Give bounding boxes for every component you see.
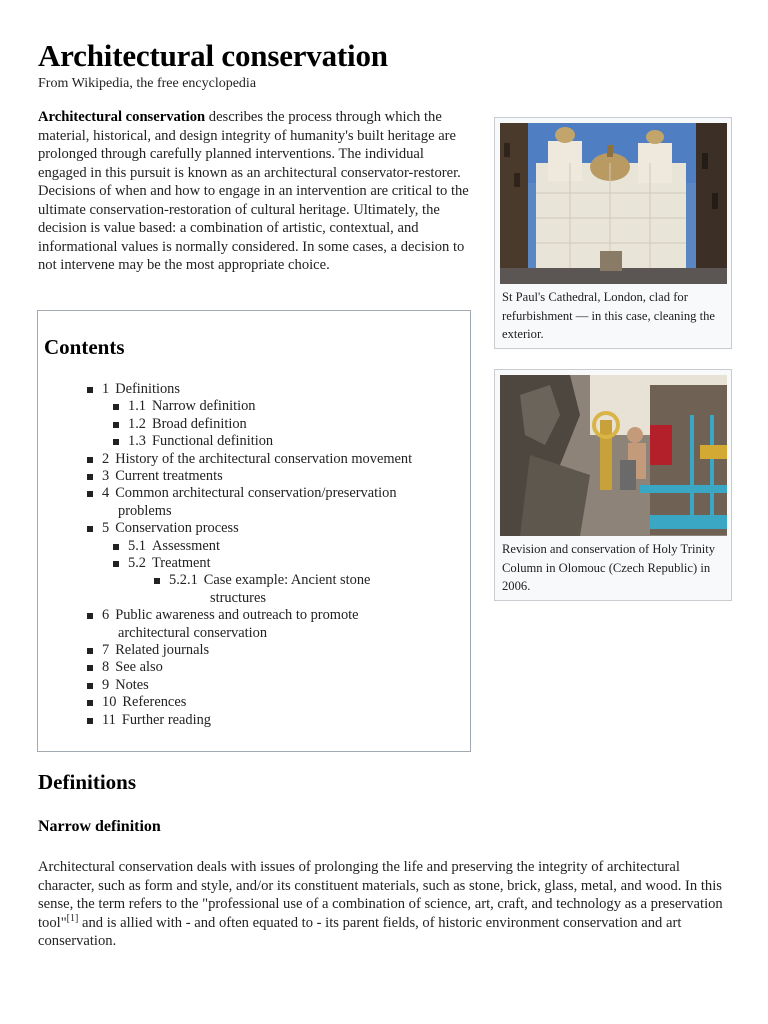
toc-item-label: Case example: Ancient stone: [203, 572, 371, 589]
toc-item-number: 10: [102, 694, 117, 711]
toc-item[interactable]: [128, 416, 247, 433]
toc-item-label: Broad definition: [152, 415, 247, 432]
toc-item-number: 5.2: [128, 555, 146, 571]
toc-item[interactable]: [102, 642, 209, 659]
toc-item-label-continued: problems: [118, 502, 172, 519]
toc-item-label: See also: [115, 659, 163, 676]
bullet-icon: [113, 422, 119, 428]
toc-item[interactable]: [169, 572, 370, 607]
toc-item-label-continued: structures: [210, 589, 266, 606]
bullet-icon: [87, 665, 93, 671]
toc-item[interactable]: [102, 485, 397, 520]
toc-item-number: 1: [102, 381, 110, 397]
bullet-icon: [154, 578, 160, 584]
toc-item-number: 7: [102, 642, 110, 658]
figure-caption: St Paul's Cathedral, London, clad for refurbishment — in this case, cleaning the exterior.: [502, 290, 715, 341]
toc-item-label: Public awareness and outreach to promote: [115, 607, 359, 624]
toc-item[interactable]: [128, 433, 273, 450]
bullet-icon: [113, 561, 119, 567]
toc-item[interactable]: [102, 520, 239, 537]
toc-item-number: 3: [102, 468, 110, 484]
page-title: Architectural conservation: [38, 38, 388, 73]
toc-item-number: 9: [102, 676, 110, 693]
toc-item[interactable]: [128, 538, 220, 555]
toc-item[interactable]: [102, 451, 412, 468]
toc-item-label: Further reading: [121, 711, 211, 728]
toc-item[interactable]: [102, 607, 359, 642]
bullet-icon: [87, 491, 93, 497]
toc-item-number: 5: [102, 520, 110, 537]
cathedral-photo-icon[interactable]: [500, 123, 727, 284]
section-heading-narrow-definition: Narrow definition: [38, 818, 161, 835]
toc-item[interactable]: [128, 398, 256, 415]
page-subtitle: From Wikipedia, the free encyclopedia: [38, 76, 257, 91]
intro-paragraph: [38, 108, 474, 275]
toc-item-label: Definitions: [115, 381, 180, 397]
narrow-definition-paragraph: [38, 858, 728, 951]
bullet-icon: [87, 457, 93, 463]
toc-item-label: History of the architectural conservation movement: [115, 450, 413, 467]
toc-item-number: 2: [102, 450, 110, 467]
bullet-icon: [87, 648, 93, 654]
bullet-icon: [113, 404, 119, 410]
figure-st-pauls: [494, 117, 732, 349]
toc-item-label: Current treatments: [115, 468, 223, 484]
toc-item-label: Assessment: [152, 537, 220, 554]
toc-item-number: 1.1: [128, 398, 146, 415]
figure-caption: Revision and conservation of Holy Trinity Column in Olomouc (Czech Republic) in 2006.: [502, 542, 716, 593]
toc-item-number: 1.2: [128, 415, 146, 432]
bullet-icon: [113, 544, 119, 550]
reference-link-1[interactable]: [1]: [66, 912, 79, 924]
intro-bold-term: Architectural conservation: [38, 109, 206, 125]
toc-item-number: 5.1: [128, 537, 146, 554]
bullet-icon: [87, 387, 93, 393]
toc-item-label: Narrow definition: [152, 398, 256, 415]
narrow-text-after: and is allied with - and often equated to - its parent fields, of historic environment conservation and art conservation.: [38, 914, 682, 949]
toc-item-label: Related journals: [115, 642, 210, 658]
toc-title: Contents: [44, 335, 125, 359]
toc-item-label: Treatment: [152, 555, 211, 571]
toc-item-number: 6: [102, 607, 110, 624]
toc-item-number: 4: [102, 485, 110, 502]
figure-holy-trinity: [494, 369, 732, 601]
toc-item-label: Notes: [115, 676, 149, 693]
bullet-icon: [87, 474, 93, 480]
toc-item[interactable]: [128, 555, 211, 572]
toc-item[interactable]: [102, 468, 223, 485]
bullet-icon: [87, 683, 93, 689]
bullet-icon: [87, 613, 93, 619]
bullet-icon: [87, 700, 93, 706]
bullet-icon: [113, 439, 119, 445]
toc-item[interactable]: [102, 659, 163, 676]
toc-item-label: Conservation process: [115, 520, 239, 537]
section-heading-definitions: Definitions: [38, 770, 137, 794]
intro-text: describes the process through which the material, historical, and design integrity of humanity's built heritage are prolonged through carefully planned interventions. The individual engaged in this pursuit is known as an architectural conservator-restorer. Decisions of when and how to engage in an intervention are critical to the ultimate conservation-restoration of cultural heritage. Ultimately, the decision is value based: a combination of artistic, contextual, and informational values is normally considered. In some cases, a decision to not intervene may be the most appropriate choice.: [38, 109, 469, 273]
table-of-contents: [37, 310, 471, 752]
toc-item-label: Functional definition: [152, 433, 274, 450]
toc-item-number: 5.2.1: [169, 572, 198, 589]
statue-photo-icon[interactable]: [500, 375, 727, 536]
bullet-icon: [87, 718, 93, 724]
bullet-icon: [87, 526, 93, 532]
toc-item-number: 11: [102, 711, 116, 728]
toc-item-label: References: [122, 694, 187, 711]
toc-item[interactable]: [102, 677, 149, 694]
toc-item[interactable]: [102, 694, 186, 711]
toc-item-label: Common architectural conservation/preservation: [115, 485, 397, 502]
toc-item-number: 8: [102, 659, 110, 676]
toc-item-label-continued: architectural conservation: [118, 624, 268, 641]
narrow-text-before: Architectural conservation deals with issues of prolonging the life and preserving the integrity of architectural character, such as form and style, and/or its constituent materials, such as stone, brick, glass, metal, and wood. In this sense, the term refers to the "professional use of a combination of science, art, craft, and technology as a preservation tool": [38, 859, 723, 931]
toc-item[interactable]: [102, 381, 180, 398]
toc-item-number: 1.3: [128, 433, 146, 450]
toc-item[interactable]: [102, 712, 211, 729]
